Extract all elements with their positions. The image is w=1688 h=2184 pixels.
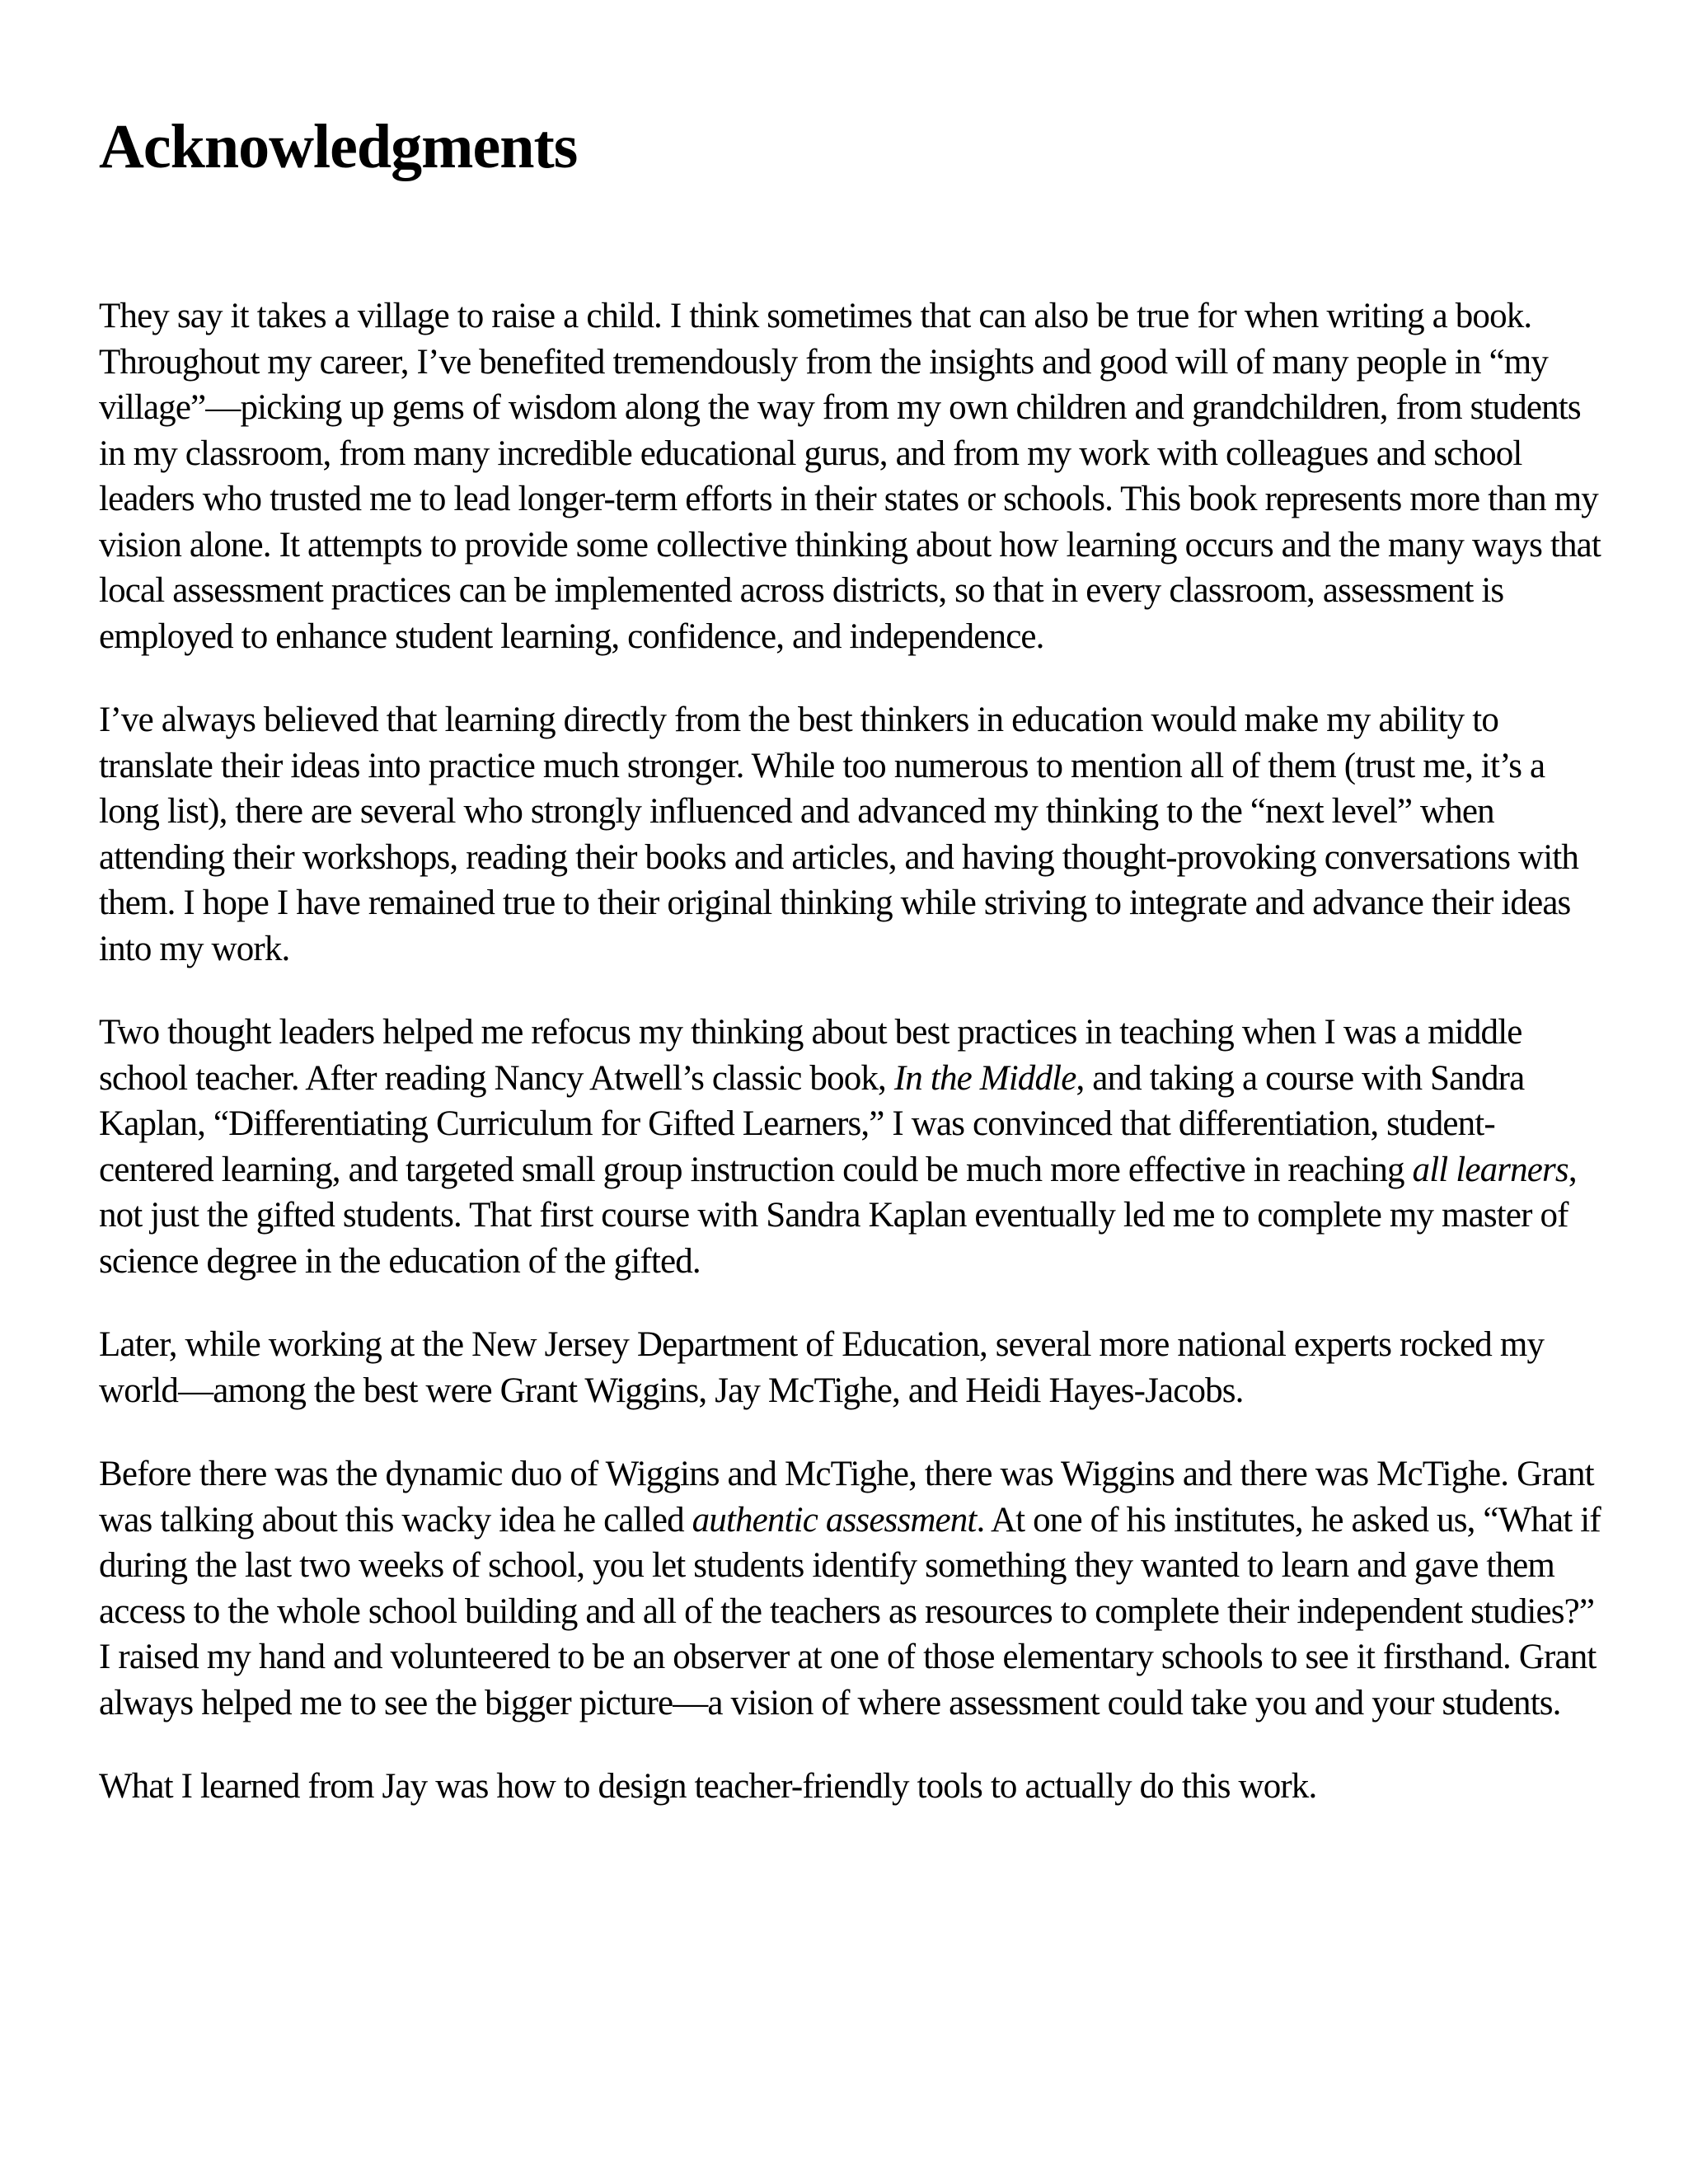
emphasis-italic: all learners	[1412, 1150, 1568, 1189]
text-run: Later, while working at the New Jersey Department of Education, several more national experts rocked my world—among the best were Grant Wiggins, Jay McTighe, and Heidi Hayes-Jacobs.	[99, 1325, 1545, 1410]
text-run: Before there was the dynamic duo of Wiggins and McTighe, there was Wiggins and there was McTighe. Grant was talking about this wacky idea he called	[99, 1455, 1594, 1540]
text-run: They say it takes a village to raise a child. I think sometimes that can also be true for when writing a book. Throughout my career, I’ve benefited tremendously from the insights and good will of many people in “my village”—picking up gems of wisdom along the way from my own children and grandchildren, from students in my classroom, from many incredible educational gurus, and from my work with colleagues and school leaders who trusted me to lead longer-term efforts in their states or schools. This book represents more than my vision alone. It attempts to provide some collective thinking about how learning occurs and the many ways that local assessment practices can be implemented across districts, so that in every classroom, assessment is employed to enhance student learning, confidence, and independence.	[99, 297, 1601, 656]
paragraph	[99, 697, 1607, 972]
text-run: I’ve always believed that learning directly from the best thinkers in education would make my ability to translate their ideas into practice much stronger. While too numerous to mention all of them (trust me, it’s a long list), there are several who strongly influenced and advanced my thinking to the “next level” when attending their workshops, reading their books and articles, and having thought-provoking conversations with them. I hope I have remained true to their original thinking while striving to integrate and advance their ideas into my work.	[99, 701, 1579, 968]
book-title-italic: In the Middle	[893, 1058, 1076, 1098]
paragraph	[99, 1451, 1607, 1726]
body-text	[99, 293, 1607, 1848]
text-run: . At one of his institutes, he asked us, “What if during the last two weeks of school, you let students identify something they wanted to learn and gave them access to the whole school building and all of the teachers as resources to complete their independent studies?” I raised my hand and volunteered to be an observer at one of those elementary schools to see it firsthand. Grant always helped me to see the bigger picture—a vision of where assessment could take you and your students.	[99, 1500, 1601, 1722]
text-run: , not just the gifted students. That first course with Sandra Kaplan eventually led me to complete my master of science degree in the education of the gifted.	[99, 1150, 1577, 1281]
paragraph	[99, 1322, 1607, 1413]
text-run: Two thought leaders helped me refocus my thinking about best practices in teaching when I was a middle school teacher. After reading Nancy Atwell’s classic book,	[99, 1013, 1522, 1098]
page-title: Acknowledgments	[99, 112, 578, 181]
emphasis-italic: authentic assessment	[692, 1500, 977, 1540]
paragraph	[99, 1764, 1607, 1810]
paragraph	[99, 1010, 1607, 1284]
text-run: What I learned from Jay was how to design teacher-friendly tools to actually do this work.	[99, 1767, 1317, 1806]
text-run: , and taking a course with Sandra Kaplan, “Differentiating Curriculum for Gifted Learners,” I was convinced that differentiation, student-centered learning, and targeted small group instruction could be much more effective in reaching	[99, 1058, 1525, 1189]
paragraph	[99, 293, 1607, 659]
document-page	[99, 0, 1607, 2184]
